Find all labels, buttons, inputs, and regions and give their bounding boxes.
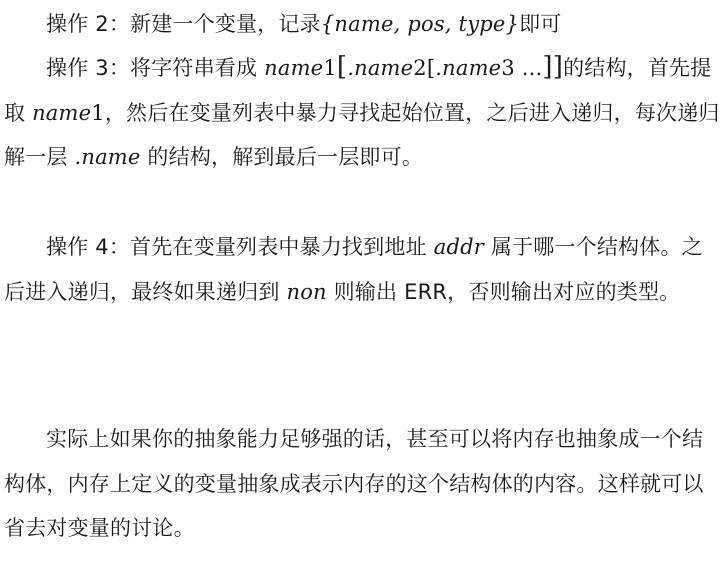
paragraph-abstraction: 实际上如果你的抽象能力足够强的话，甚至可以将内存也抽象成一个结构体，内存上定义的变量抽象成表示内存的这个结构体的内容。这样就可以省去对变量的讨论。 [4,427,704,540]
op3-math-digit1: 1 [323,56,337,80]
op4-prefix: 操作 4：首先在变量列表中暴力找到地址 [46,235,434,259]
op3-math-digit3: 3 ... [501,56,543,80]
paragraph-operation-3 [4,46,722,180]
op3-math-name5: .name [74,145,141,169]
op3-math-bracket2: [ [426,56,436,80]
paragraph-operation-4 [4,225,722,314]
op4-math-addr: addr [433,235,484,259]
op2-prefix: 操作 2：新建一个变量，记录 [46,12,321,36]
op4-mid: 属于哪一个结构体。之后进入递归，最终如果递归到 [4,235,703,304]
op2-math: {name, pos, type} [320,12,520,36]
op3-math-name3: .name [435,56,502,80]
op3-mid1: 的结构，首先提取 [4,56,712,125]
op3-math-bracket3: ]] [542,52,564,82]
op3-math-name1: name [264,56,324,80]
paragraph-operation-2 [4,2,722,47]
op3-math-digit4: 1 [91,100,105,125]
op4-suffix: 则输出 ERR，否则输出对应的类型。 [326,279,681,304]
op3-math-name4: name [32,100,92,125]
op2-suffix: 即可 [519,12,562,36]
op4-math-non: non [286,279,327,304]
op3-prefix: 操作 3：将字符串看成 [46,56,265,80]
op3-mid2: ，然后在变量列表中暴力寻找起始位置，之后进入递归，每次递归解一层 [4,100,720,169]
op3-suffix: 的结构，解到最后一层即可。 [140,145,424,169]
op3-math-name2: .name [347,56,414,80]
op3-math-digit2: 2 [413,56,427,80]
op3-math-bracket1: [ [336,52,348,82]
